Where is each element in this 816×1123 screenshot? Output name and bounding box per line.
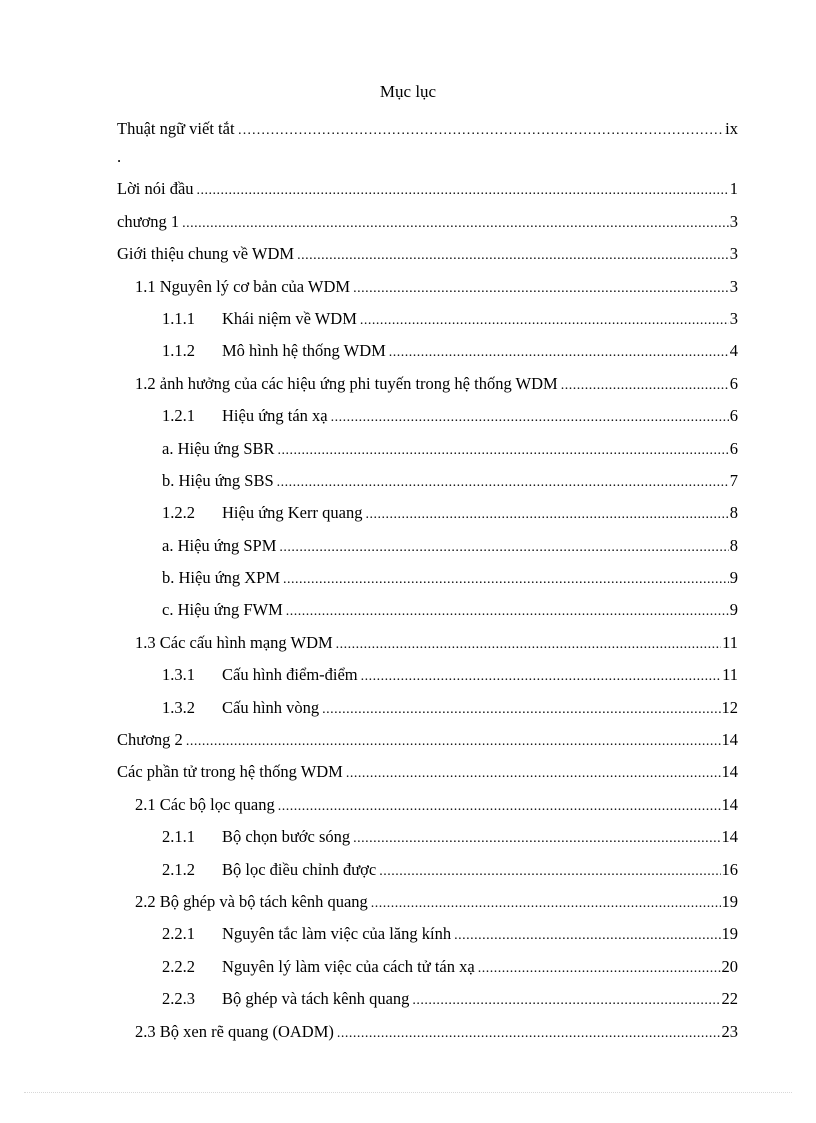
toc-entry-title: 1.3 Các cấu hình mạng WDM [135, 632, 333, 652]
toc-entry-page: 14 [721, 794, 738, 814]
dot-leader [331, 402, 729, 434]
toc-entry-title: Mô hình hệ thống WDM [222, 341, 386, 361]
toc-entry-title: Bộ chọn bước sóng [222, 827, 351, 847]
dot-leader [412, 985, 720, 1017]
toc-entry-title: Lời nói đầu [117, 179, 194, 199]
dot-leader [186, 726, 721, 758]
toc-entry [117, 789, 738, 821]
dot-leader [277, 467, 729, 499]
toc-entry-title: a. Hiệu ứng SBR [162, 438, 275, 458]
dot-leader [336, 629, 721, 661]
toc-entry [117, 113, 738, 145]
dot-leader [278, 435, 729, 467]
toc-entry-page: 6 [729, 373, 738, 393]
toc-entry-title: 2.3 Bộ xen rẽ quang (OADM) [135, 1021, 334, 1041]
toc-entry [117, 530, 738, 562]
dot-leader [337, 1018, 721, 1050]
toc-entry-page: 12 [721, 697, 738, 717]
dot-leader [360, 305, 729, 337]
toc-entry-page: 9 [729, 600, 738, 620]
toc-entry [117, 627, 738, 659]
toc-entry-title: Hiệu ứng Kerr quang [222, 503, 363, 523]
dot-leader [371, 888, 721, 920]
toc-entry-number: 1.3.2 [162, 697, 195, 717]
toc-entry [117, 951, 738, 983]
toc-entry-title: Bộ ghép và tách kênh quang [222, 989, 410, 1009]
toc-entry [117, 206, 738, 238]
toc-entry-number: 2.2.2 [162, 956, 195, 976]
toc-entry [117, 724, 738, 756]
toc-entry [117, 465, 738, 497]
toc-entry-page: 19 [721, 891, 738, 911]
toc-entry-title: Cấu hình vòng [222, 697, 320, 717]
toc-entry-page: 14 [721, 827, 738, 847]
toc-entry [117, 238, 738, 270]
dot-leader [297, 240, 729, 272]
dot-leader [353, 823, 720, 855]
page-bottom-divider [24, 1092, 792, 1093]
dot-leader [389, 337, 729, 369]
toc-entry-number: 1.2.1 [162, 406, 195, 426]
toc-entry-page: 9 [729, 568, 738, 588]
dot-leader [365, 499, 728, 531]
dot-leader [561, 370, 729, 402]
toc-entry-number: 2.1.1 [162, 827, 195, 847]
toc-entry [117, 659, 738, 691]
toc-entry-page: 8 [729, 503, 738, 523]
toc-entry-title: b. Hiệu ứng XPM [162, 568, 281, 588]
toc-entry-title: c. Hiệu ứng FWM [162, 600, 283, 620]
toc-entry-page: 1 [729, 179, 738, 199]
toc-entry-title: a. Hiệu ứng SPM [162, 535, 277, 555]
toc-entry-title: Chương 2 [117, 730, 183, 750]
toc-entry-title: Bộ lọc điều chỉnh được [222, 859, 377, 879]
toc-entry-page: 11 [722, 632, 738, 652]
toc-entry-number: 2.2.3 [162, 989, 195, 1009]
toc-entry [117, 173, 738, 205]
toc-entry-page: 8 [729, 535, 738, 555]
toc-entry [117, 271, 738, 303]
page-title: Mục lục [379, 82, 437, 101]
toc-entry-number: 2.1.2 [162, 859, 195, 879]
toc-entry-title: b. Hiệu ứng SBS [162, 470, 274, 490]
toc-entry [117, 594, 738, 626]
toc-entry [117, 562, 738, 594]
toc-entry-title: Thuật ngữ viết tắt [117, 119, 235, 138]
toc-entry-page: 3 [729, 308, 738, 328]
dot-leader [379, 856, 720, 888]
toc-entry-title: 1.1 Nguyên lý cơ bản của WDM [135, 276, 351, 296]
toc-entry [117, 433, 738, 465]
stray-dot: . [117, 147, 122, 167]
toc-entry [117, 368, 738, 400]
toc-entry-title: chương 1 [117, 211, 180, 231]
dot-leader [454, 920, 720, 952]
toc-entry-page: 16 [721, 859, 738, 879]
toc-entry-title: Nguyên lý làm việc của cách tử tán xạ [222, 956, 475, 976]
toc-entry [117, 983, 738, 1015]
toc-entry-page: 19 [721, 924, 738, 944]
toc-entry [117, 692, 738, 724]
toc-entry-page: 22 [721, 989, 738, 1009]
toc-entry [117, 918, 738, 950]
dot-leader [478, 953, 721, 985]
toc-entry-page: ix [725, 119, 738, 138]
dot-leader [322, 694, 720, 726]
toc-entry-page: 4 [729, 341, 738, 361]
toc-entry-number: 1.1.2 [162, 341, 195, 361]
toc-entry-page: 7 [729, 470, 738, 490]
dot-leader [197, 175, 729, 207]
toc-entry-title: 2.2 Bộ ghép và bộ tách kênh quang [135, 891, 368, 911]
toc-entry-title: 2.1 Các bộ lọc quang [135, 794, 275, 814]
dot-leader [238, 115, 725, 147]
toc-entry [117, 335, 738, 367]
toc-entry-title: Hiệu ứng tán xạ [222, 406, 328, 426]
toc-entry [117, 1016, 738, 1048]
dot-leader [278, 791, 721, 823]
toc-entry-page: 11 [722, 665, 738, 685]
toc-entry-title: 1.2 ảnh hưởng của các hiệu ứng phi tuyến trong hệ thống WDM [135, 373, 558, 393]
dot-leader [361, 661, 721, 693]
toc-entry-page: 3 [729, 211, 738, 231]
toc-entry [117, 400, 738, 432]
dot-leader [279, 532, 728, 564]
toc-entry-number: 2.2.1 [162, 924, 195, 944]
toc-entry-page: 14 [721, 762, 738, 782]
toc-entry-title: Giới thiệu chung về WDM [117, 244, 295, 264]
toc-entry [117, 886, 738, 918]
toc-entry-number: 1.3.1 [162, 665, 195, 685]
toc-entry-page: 3 [729, 276, 738, 296]
toc-entry-page: 20 [721, 956, 738, 976]
toc-entry-title: Khái niệm về WDM [222, 308, 357, 328]
dot-leader [182, 208, 729, 240]
dot-leader [346, 758, 721, 790]
toc-entry-page: 6 [729, 406, 738, 426]
table-of-contents [117, 113, 738, 1048]
dot-leader [283, 564, 729, 596]
dot-leader [353, 273, 729, 305]
toc-entry-number: 1.2.2 [162, 503, 195, 523]
toc-entry-page: 6 [729, 438, 738, 458]
toc-entry [117, 821, 738, 853]
toc-entry-title: Các phần tử trong hệ thống WDM [117, 762, 343, 782]
toc-entry-title: Cấu hình điểm-điểm [222, 665, 358, 685]
toc-entry [117, 756, 738, 788]
toc-entry [117, 854, 738, 886]
toc-entry-page: 3 [729, 244, 738, 264]
toc-entry-number: 1.1.1 [162, 308, 195, 328]
toc-entry-page: 23 [721, 1021, 738, 1041]
toc-entry-page: 14 [721, 730, 738, 750]
toc-entry [117, 303, 738, 335]
dot-leader [286, 596, 729, 628]
toc-entry [117, 497, 738, 529]
toc-entry-title: Nguyên tắc làm việc của lăng kính [222, 924, 452, 944]
